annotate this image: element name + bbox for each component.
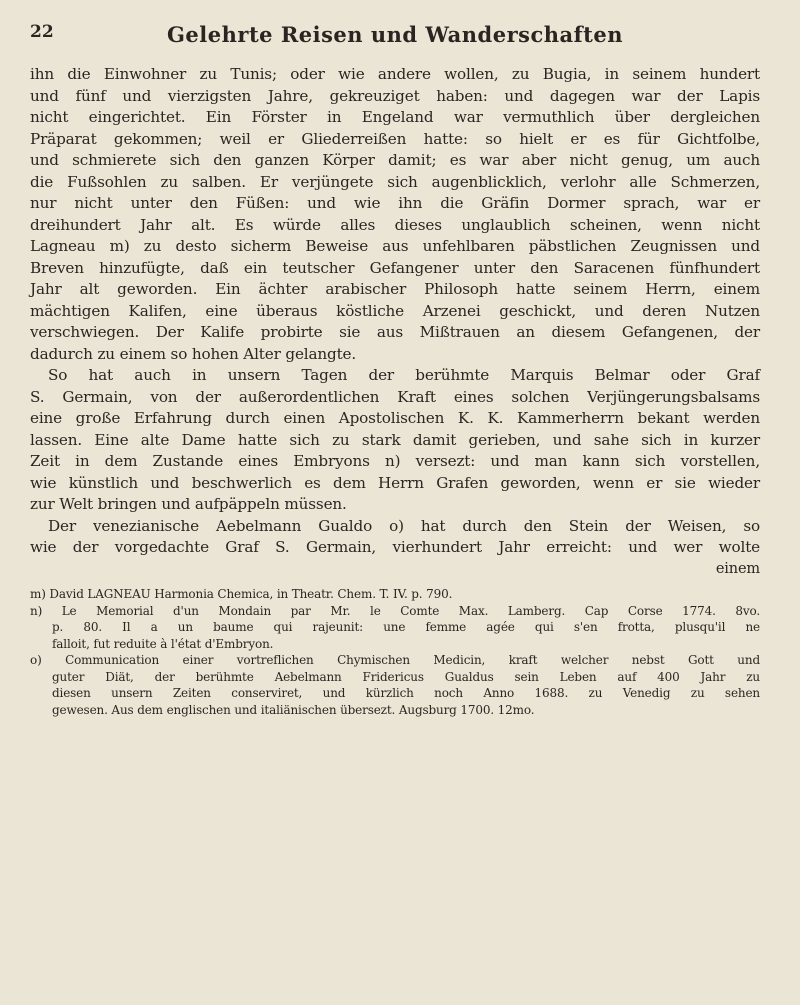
text-line: lassen. Eine alte Dame hatte sich zu stark damit gerieben, und sahe sich in kurzer [30,430,760,449]
text-line: einem [715,560,760,577]
text-line: S. Germain, von der außerordentlichen Kraft eines solchen Verjüngerungsbalsams [30,387,760,406]
footnote-line: p. 80. Il a un baume qui rajeunit: une femme agée qui s'en frotta, plusqu'il ne [52,620,760,634]
text-line: Jahr alt geworden. Ein ächter arabischer Philosoph hatte seinem Herrn, einem [30,280,760,298]
page-number: 22 [30,22,54,42]
text-line: dreihundert Jahr alt. Es würde alles dieses unglaublich scheinen, wenn nicht [30,215,760,234]
text-line: mächtigen Kalifen, eine überaus köstliche Arzenei geschickt, und deren Nutzen [30,301,760,320]
footnote-line: o) Communication einer vortreflichen Chymischen Medicin, kraft welcher nebst Gott und [30,653,760,667]
text-line: Breven hinzufügte, daß ein teutscher Gefangener unter den Saracenen fünfhundert [30,258,760,277]
text-line: und schmierete sich den ganzen Körper damit; es war aber nicht genug, um auch [30,151,760,169]
text-line: Der venezianische Aebelmann Gualdo o) hat durch den Stein der Weisen, so [48,516,760,535]
footnote-line: n) Le Memorial d'un Mondain par Mr. le Comte Max. Lamberg. Cap Corse 1774. 8vo. [30,603,760,618]
footnote-line: falloit, fut reduite à l'état d'Embryon. [52,636,274,651]
text-line: ihn die Einwohner zu Tunis; oder wie andere wollen, zu Bugia, in seinem hundert [30,65,760,83]
text-line: Lagneau m) zu desto sicherm Beweise aus unfehlbaren päbstlichen Zeugnissen und [30,237,760,255]
text-line: Zeit in dem Zustande eines Embryons n) versezt: und man kann sich vorstellen, [30,452,760,470]
text-line: verschwiegen. Der Kalife probirte sie aus Mißtrauen an diesem Gefangenen, der [30,323,760,341]
text-line: Präparat gekommen; weil er Gliederreißen hatte: so hielt er es für Gichtfolbe, [30,129,760,148]
footnote-line: guter Diät, der berühmte Aebelmann Fridericus Gualdus sein Leben auf 400 Jahr zu [52,669,760,684]
text-line: nur nicht unter den Füßen: und wie ihn die Gräfin Dormer sprach, war er [30,194,760,212]
text-line: So hat auch in unsern Tagen der berühmte Marquis Belmar oder Graf [48,366,760,384]
text-line: und fünf und vierzigsten Jahre, gekreuziget haben: und dagegen war der Lapis [30,86,760,105]
text-line: die Fußsohlen zu salben. Er verjüngete sich augenblicklich, verlohr alle Schmerzen, [30,172,760,191]
footnote-line: diesen unsern Zeiten conserviret, und kürzlich noch Anno 1688. zu Venedig zu sehen [52,686,760,700]
text-line: nicht eingerichtet. Ein Förster in Engeland war vermuthlich über dergleichen [30,108,760,126]
running-head [30,22,760,58]
footnotes [30,586,760,718]
text-line: zur Welt bringen und aufpäppeln müssen. [30,495,347,513]
body-text [30,64,760,580]
text-line: eine große Erfahrung durch einen Apostolischen K. K. Kammerherrn bekant werden [30,409,760,427]
footnote-line: gewesen. Aus dem englischen und italiänischen übersezt. Augsburg 1700. 12mo. [52,702,535,717]
running-title: Gelehrte Reisen und Wanderschaften [166,22,623,47]
text-line: dadurch zu einem so hohen Alter gelangte. [30,344,357,363]
text-line: wie der vorgedachte Graf S. Germain, vierhundert Jahr erreicht: und wer wolte [30,538,760,556]
footnote-line: m) David LAGNEAU Harmonia Chemica, in Theatr. Chem. T. IV. p. 790. [30,587,453,601]
text-line: wie künstlich und beschwerlich es dem Herrn Grafen geworden, wenn er sie wieder [30,473,760,492]
